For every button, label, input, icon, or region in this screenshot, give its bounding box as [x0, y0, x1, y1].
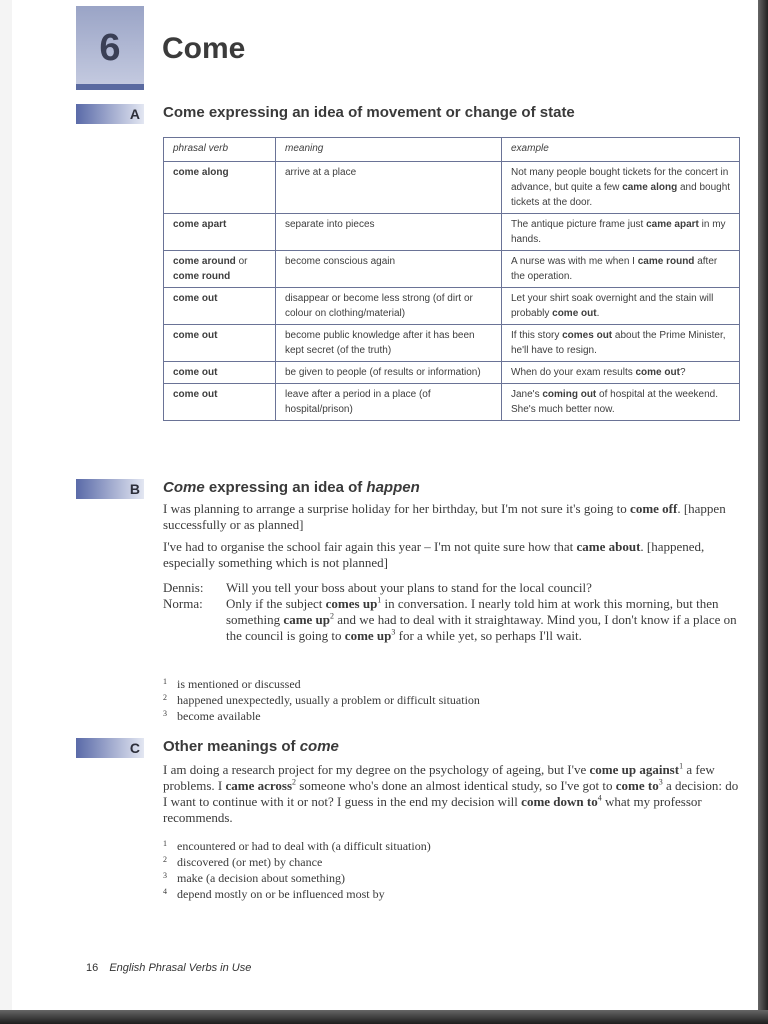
table-row [164, 162, 740, 214]
header-meaning: meaning [276, 138, 502, 162]
book-title: English Phrasal Verbs in Use [109, 962, 252, 974]
example-cell: A nurse was with me when I came round after the operation. [502, 251, 740, 288]
footnote-number: 4 [163, 887, 167, 896]
footnote-number: 3 [163, 709, 167, 718]
verb-cell: come out [164, 288, 276, 325]
dialogue-line [163, 580, 741, 596]
meaning-cell: be given to people (of results or information) [276, 362, 502, 384]
table-row [164, 384, 740, 421]
table-header-row [164, 138, 740, 162]
verb-cell: come apart [164, 214, 276, 251]
phrasal-verb-table-body [164, 162, 740, 421]
section-b-marker [76, 479, 144, 499]
footnote [163, 854, 741, 870]
footnote-text: happened unexpectedly, usually a problem or difficult situation [177, 693, 480, 707]
page-right-edge [758, 0, 768, 1024]
section-b-footnotes [163, 676, 741, 724]
verb-cell: come out [164, 384, 276, 421]
dialogue-speaker: Dennis: [163, 580, 204, 595]
meaning-cell: leave after a period in a place (of hospital/prison) [276, 384, 502, 421]
section-b-letter: B [129, 481, 140, 497]
example-cell: When do your exam results come out? [502, 362, 740, 384]
footnote [163, 886, 741, 902]
footnote-text: depend mostly on or be influenced most by [177, 887, 385, 901]
unit-title: Come [162, 32, 246, 65]
unit-badge-underline [76, 84, 144, 90]
section-c-paragraph: I am doing a research project for my degree on the psychology of ageing, but I've come up against$^1$ a few problems. I came across$^2$ someone who's done an almost identical study, so I've got to come $to^3$ a decision: do I want to continue with it or not? I guess in the end my decision will come down $to^4$ what my professor recommends. [163, 761, 739, 825]
dialogue-text: Will you tell your boss about your plans to stand for the local council? [226, 580, 592, 595]
unit-number-badge: 6 [76, 6, 144, 84]
dialogue-text: Only if the subject comes $up^1$ in conversation. I nearly told him at work this morning, but then something came $up^2$ and we had to deal with it straightaway. Mind you, I don't know if a place on the council is going to come $up^3$ for a while yet, so perhaps I'll wait. [226, 595, 737, 643]
example-cell: Let your shirt soak overnight and the stain will probably come out. [502, 288, 740, 325]
page-bottom-edge [0, 1010, 768, 1024]
phrasal-verb-table [163, 137, 740, 421]
section-a-marker [76, 104, 144, 124]
footnote [163, 838, 741, 854]
header-phrasal-verb: phrasal verb [164, 138, 276, 162]
footnote-text: become available [177, 709, 261, 723]
example-cell: The antique picture frame just came apart in my hands. [502, 214, 740, 251]
section-c-footnotes [163, 838, 741, 902]
meaning-cell: become public knowledge after it has been kept secret (of the truth) [276, 325, 502, 362]
meaning-cell: become conscious again [276, 251, 502, 288]
section-b-dialogue [163, 580, 741, 644]
example-cell: Not many people bought tickets for the concert in advance, but quite a few came along and bought tickets at the door. [502, 162, 740, 214]
table-row [164, 362, 740, 384]
section-b-paragraph-2: I've had to organise the school fair again this year – I'm not quite sure how that came about. [happened, especially something which is not planned] [163, 539, 705, 570]
footnote-number: 1 [163, 839, 167, 848]
footnote-number: 2 [163, 855, 167, 864]
footnote-text: encountered or had to deal with (a difficult situation) [177, 839, 431, 853]
dialogue-line [163, 596, 741, 644]
table-row [164, 251, 740, 288]
section-b-paragraph-1: I was planning to arrange a surprise holiday for her birthday, but I'm not sure it's going to come off. [happen successfully or as planned] [163, 501, 726, 532]
footnote [163, 870, 741, 886]
verb-cell: come along [164, 162, 276, 214]
section-a-letter: A [129, 106, 140, 122]
verb-cell: come out [164, 325, 276, 362]
section-a-title: Come expressing an idea of movement or change of state [163, 104, 575, 121]
meaning-cell: arrive at a place [276, 162, 502, 214]
dialogue-speaker: Norma: [163, 596, 203, 611]
meaning-cell: disappear or become less strong (of dirt or colour on clothing/material) [276, 288, 502, 325]
verb-cell: come around or come round [164, 251, 276, 288]
footnote-number: 2 [163, 693, 167, 702]
footnote-text: make (a decision about something) [177, 871, 345, 885]
footnote [163, 708, 741, 724]
verb-cell: come out [164, 362, 276, 384]
example-cell: If this story comes out about the Prime Minister, he'll have to resign. [502, 325, 740, 362]
footnote-number: 3 [163, 871, 167, 880]
footnote [163, 676, 741, 692]
section-c-marker [76, 738, 144, 758]
example-cell: Jane's coming out of hospital at the weekend. She's much better now. [502, 384, 740, 421]
section-c-letter: C [129, 740, 140, 756]
footnote-number: 1 [163, 677, 167, 686]
header-example: example [502, 138, 740, 162]
footnote [163, 692, 741, 708]
section-b-title: Come expressing an idea of happen [163, 479, 420, 496]
table-row [164, 214, 740, 251]
table-row [164, 325, 740, 362]
section-c-title: Other meanings of come [163, 738, 339, 755]
page-number: 16 [86, 962, 99, 974]
meaning-cell: separate into pieces [276, 214, 502, 251]
table-row [164, 288, 740, 325]
page-footer [86, 962, 251, 974]
footnote-text: is mentioned or discussed [177, 677, 301, 691]
footnote-text: discovered (or met) by chance [177, 855, 323, 869]
